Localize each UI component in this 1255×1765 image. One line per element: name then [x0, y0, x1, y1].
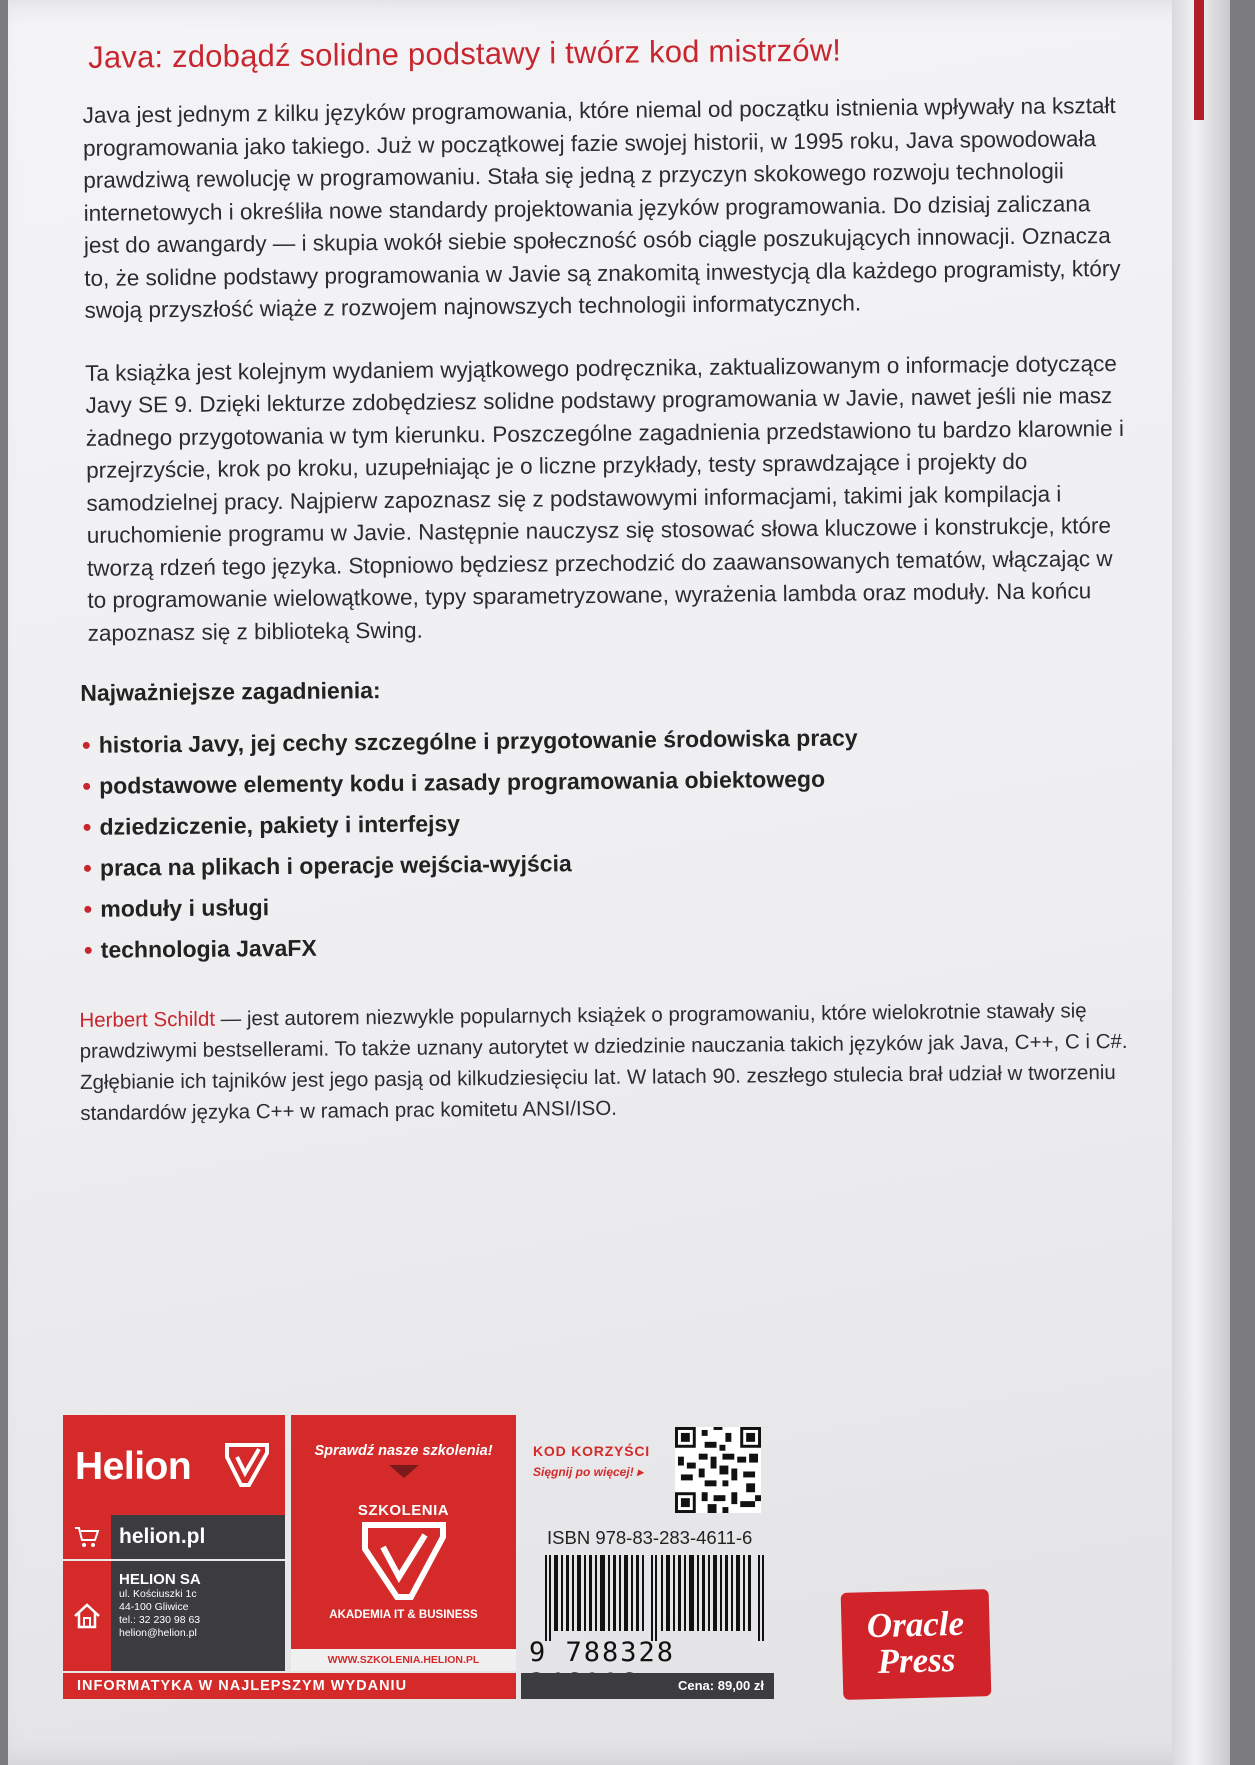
intro-paragraph: Java jest jednym z kilku języków programowania, które niemal od początku istnienia wpływały na kształt programowania jako takiego. Już w początkowej fazie swojej historii, w 1995 roku, Java spowodowała prawdziwą rewolucję w programowaniu. Stała się jedną z przyczyn skokowego rozwoju technologii internetowych i określiła nowe standardy projektowania języków programowania. Do dzisiaj zaliczana jest do awangardy — i skupia wokół siebie społeczność osób ciągle poszukujących innowacji. Oznacza to, że solidne podstawy programowania w Javie są znakomitą inwestycją dla każdego programisty, który swoją przyszłość wiąże z rozwojem najnowszych technologii informatycznych.	[82, 92, 1121, 323]
publisher-slogan: INFORMATYKA W NAJLEPSZYM WYDANIU	[63, 1673, 516, 1699]
topic-item: podstawowe elementy kodu i zasady programowania obiektowego	[77, 756, 1157, 807]
barcode-icon	[543, 1555, 768, 1641]
ean-number: 9 788328	[529, 1637, 676, 1668]
home-icon	[63, 1561, 111, 1671]
publisher-strip	[63, 1415, 798, 1698]
bullet-icon	[85, 947, 92, 954]
topic-item: moduły i usługi	[78, 879, 1158, 930]
author-bio	[79, 995, 1160, 1129]
benefit-code-title: KOD KORZYŚCI	[533, 1443, 650, 1459]
bullet-icon	[84, 906, 91, 913]
training-tagline: Sprawdź nasze szkolenia!	[314, 1443, 493, 1459]
bullet-icon	[84, 824, 91, 831]
book-spine-edge	[1172, 0, 1230, 1765]
topics-list	[77, 715, 1159, 971]
arrow-down-icon	[389, 1465, 419, 1478]
isbn-label: ISBN 978-83-283-4611-6	[547, 1527, 753, 1548]
oracle-press-line2: Press	[877, 1639, 956, 1682]
oracle-press-line1: Oracle	[866, 1603, 965, 1646]
address-line: helion@helion.pl	[119, 1627, 197, 1639]
bullet-icon	[83, 742, 90, 749]
training-title: SZKOLENIA	[357, 1502, 450, 1519]
training-subtitle: AKADEMIA IT & BUSINESS	[329, 1609, 478, 1621]
training-url: WWW.SZKOLENIA.HELION.PL	[291, 1649, 516, 1671]
price-label: Cena: 89,00 zł	[521, 1673, 774, 1699]
benefit-code-subtitle: Sięgnij po więcej! ▸	[533, 1465, 644, 1479]
author-bio-text: — jest autorem niezwykle popularnych książek o programowaniu, które wielokrotnie stawały się prawdziwymi bestsellerami. To także uznany autorytet w dziedzinie nauczania takich języków jak Java, C++, C i C#. Zgłębianie ich tajników jest jego pasją od kilkudziesięciu lat. W latach 90. zeszłego stulecia brał udział w tworzeniu standardów języka C++ w ramach prac komitetu ANSI/ISO.	[79, 999, 1128, 1125]
address-line: 44-100 Gliwice	[119, 1601, 189, 1613]
description-paragraph: Ta książka jest kolejnym wydaniem wyjątkowego podręcznika, zaktualizowanym o informacje dotyczące Javy SE 9. Dzięki lekturze zdobędziesz solidne podstawy programowania w Javie, nawet jeśli nie masz żadnego przygotowania w tym kierunku. Poszczególne zagadnienia przedstawiono tu bardzo klarownie i przejrzyście, krok po kroku, uzupełniając je o liczne przykłady, testy sprawdzające i projekty do samodzielnej pracy. Najpierw zapoznasz się z podstawowymi informacjami, takimi jak kompilacja i uruchomienie programu w Javie. Następnie nauczysz się stosować słowa kluczowe i konstrukcje, które tworzą rdzeń tego języka. Stopniowo będziesz przechodzić do zaawansowanych tematów, włączając w to programowanie wielowątkowe, typy sparametryzowane, wyrażenia lambda oraz moduły. Na końcu zapoznasz się z biblioteką Swing.	[85, 350, 1125, 646]
topics-heading: Najważniejsze zagadnienia:	[80, 677, 381, 706]
address-line: tel.: 32 230 98 63	[119, 1614, 201, 1626]
spine-red-accent	[1194, 0, 1204, 120]
address-line: ul. Kościuszki 1c	[119, 1588, 197, 1600]
company-name: HELION SA	[119, 1571, 201, 1588]
cart-icon	[63, 1515, 111, 1559]
training-logo-icon	[359, 1521, 449, 1601]
topic-item: praca na plikach i operacje wejścia-wyjścia	[78, 838, 1158, 889]
author-name: Herbert Schildt	[79, 1007, 216, 1032]
headline: Java: zdobądź solidne podstawy i twórz kod mistrzów!	[87, 32, 842, 75]
topic-item: dziedziczenie, pakiety i interfejsy	[77, 797, 1157, 848]
cover-text-block	[70, 30, 1160, 1129]
topic-item: technologia JavaFX	[79, 920, 1159, 971]
bullet-icon	[84, 865, 91, 872]
helion-logo-box	[63, 1415, 285, 1515]
address-block	[119, 1561, 201, 1671]
oracle-press-logo	[841, 1589, 992, 1700]
website-link: helion.pl	[119, 1525, 206, 1548]
helion-tick-icon	[223, 1441, 271, 1489]
website-row	[63, 1515, 285, 1559]
helion-logo: Helion	[75, 1445, 192, 1488]
qr-code-icon	[675, 1427, 761, 1513]
topic-item: historia Javy, jej cechy szczególne i przygotowanie środowiska pracy	[77, 715, 1157, 766]
training-box	[291, 1415, 516, 1671]
address-row	[63, 1561, 285, 1671]
bullet-icon	[83, 783, 90, 790]
